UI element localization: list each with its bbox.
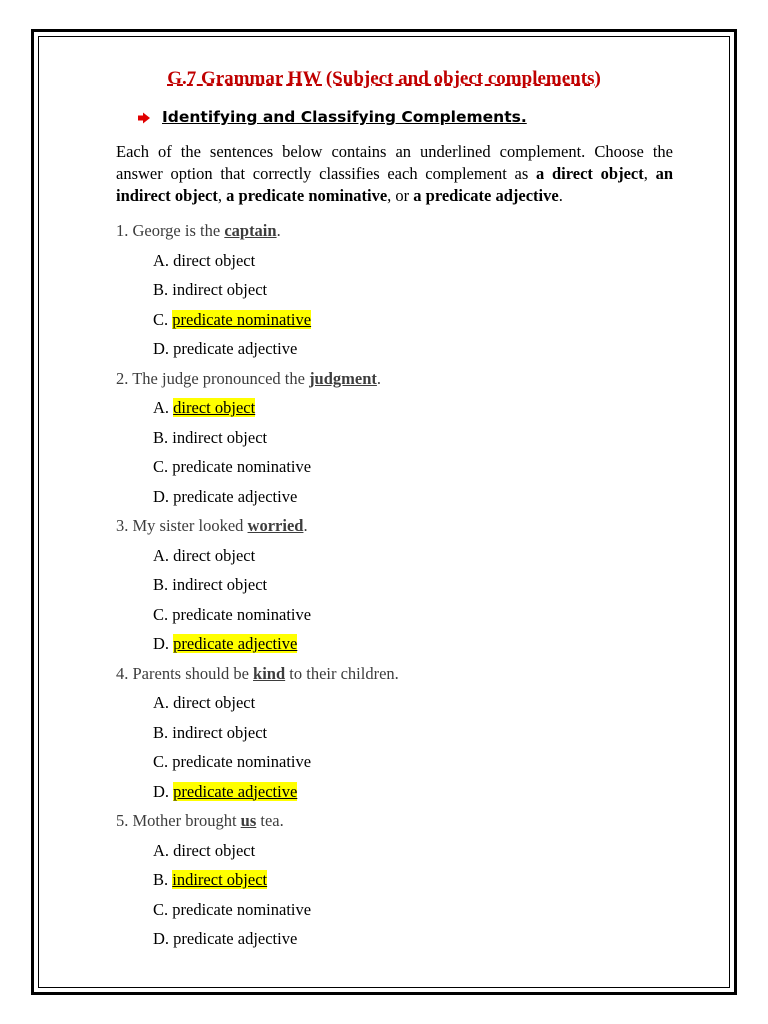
answer-option[interactable]	[116, 543, 676, 573]
option-letter: D.	[153, 634, 174, 653]
answer-option[interactable]	[116, 779, 676, 809]
option-letter: A.	[153, 693, 174, 712]
option-letter: C.	[153, 604, 173, 624]
answer-option[interactable]	[116, 484, 676, 514]
option-letter: A.	[153, 398, 174, 417]
answer-option[interactable]	[116, 631, 676, 661]
answer-option[interactable]	[116, 336, 676, 366]
option-text: direct object	[173, 840, 256, 860]
option-letter: A.	[153, 250, 174, 270]
answer-option[interactable]	[116, 307, 676, 337]
answer-option[interactable]	[116, 248, 676, 278]
answer-option[interactable]	[116, 425, 676, 455]
option-text: indirect object	[172, 575, 268, 594]
answer-option[interactable]	[116, 454, 676, 484]
option-text: direct object	[173, 545, 256, 565]
question-text: 1. George is the	[116, 221, 225, 240]
question-text-end: tea.	[256, 811, 284, 830]
question-text: 3. My sister looked	[116, 516, 248, 535]
selected-answer-text: predicate adjective	[173, 634, 298, 653]
question-5	[116, 808, 676, 838]
option-letter: D.	[153, 339, 174, 358]
underlined-complement: captain	[224, 221, 277, 240]
option-text: predicate nominative	[172, 899, 312, 919]
option-text: direct object	[173, 250, 256, 270]
option-text: predicate nominative	[172, 752, 312, 771]
option-letter: C.	[153, 457, 173, 476]
question-1	[116, 218, 676, 248]
question-2	[116, 366, 676, 396]
selected-answer-text: predicate nominative	[172, 309, 312, 329]
option-letter: B.	[153, 280, 173, 299]
selected-answer-text: indirect object	[172, 870, 268, 889]
question-text: 5. Mother brought	[116, 811, 241, 830]
answer-option[interactable]	[116, 720, 676, 750]
question-4	[116, 661, 676, 691]
option-letter: C.	[153, 752, 173, 771]
option-text: indirect object	[172, 280, 268, 299]
option-text: indirect object	[172, 722, 268, 742]
underlined-complement: kind	[253, 663, 286, 683]
option-letter: D.	[153, 929, 174, 948]
question-3	[116, 513, 676, 543]
option-letter: D.	[153, 781, 174, 801]
option-text: predicate adjective	[173, 339, 298, 358]
answer-option[interactable]	[116, 602, 676, 632]
option-letter: B.	[153, 722, 173, 742]
option-text: indirect object	[172, 427, 268, 447]
underlined-complement: us	[240, 811, 257, 830]
answer-option[interactable]	[116, 277, 676, 307]
instructions: Each of the sentences below contains an underlined complement. Choose the answer option that correctly classifies each complement as a direct object, an indirect object, a predicate nominative, or a predicate adjective.	[116, 142, 673, 205]
option-text: predicate adjective	[173, 486, 298, 506]
option-letter: B.	[153, 870, 173, 889]
question-text-end: .	[376, 368, 382, 388]
option-text: predicate adjective	[173, 929, 298, 948]
underlined-complement: worried	[247, 516, 304, 535]
question-text-end: .	[303, 516, 308, 535]
answer-option[interactable]	[116, 572, 676, 602]
option-letter: A.	[153, 545, 174, 565]
question-text: 2. The judge pronounced the	[116, 368, 310, 388]
section-subtitle: Identifying and Classifying Complements.	[162, 108, 527, 126]
section-heading	[138, 108, 527, 126]
answer-option[interactable]	[116, 749, 676, 779]
answer-option[interactable]	[116, 690, 676, 720]
answer-option[interactable]	[116, 897, 676, 927]
option-letter: C.	[153, 309, 173, 329]
underlined-complement: judgment	[309, 368, 377, 388]
question-text-end: .	[276, 221, 281, 240]
question-list	[116, 218, 676, 956]
page-title: G.7 Grammar HW (Subject and object complements)	[167, 68, 601, 89]
option-letter: D.	[153, 486, 174, 506]
option-letter: B.	[153, 575, 173, 594]
option-letter: B.	[153, 427, 173, 447]
answer-option[interactable]	[116, 838, 676, 868]
selected-answer-text: direct object	[173, 398, 256, 417]
question-text-end: to their children.	[285, 663, 399, 683]
option-text: direct object	[173, 693, 256, 712]
option-letter: C.	[153, 899, 173, 919]
answer-option[interactable]	[116, 395, 676, 425]
right-arrow-icon	[138, 111, 150, 123]
option-text: predicate nominative	[172, 604, 312, 624]
answer-option[interactable]	[116, 926, 676, 956]
question-text: 4. Parents should be	[116, 663, 254, 683]
option-text: predicate nominative	[172, 457, 312, 476]
option-letter: A.	[153, 840, 174, 860]
answer-option[interactable]	[116, 867, 676, 897]
selected-answer-text: predicate adjective	[173, 781, 298, 801]
